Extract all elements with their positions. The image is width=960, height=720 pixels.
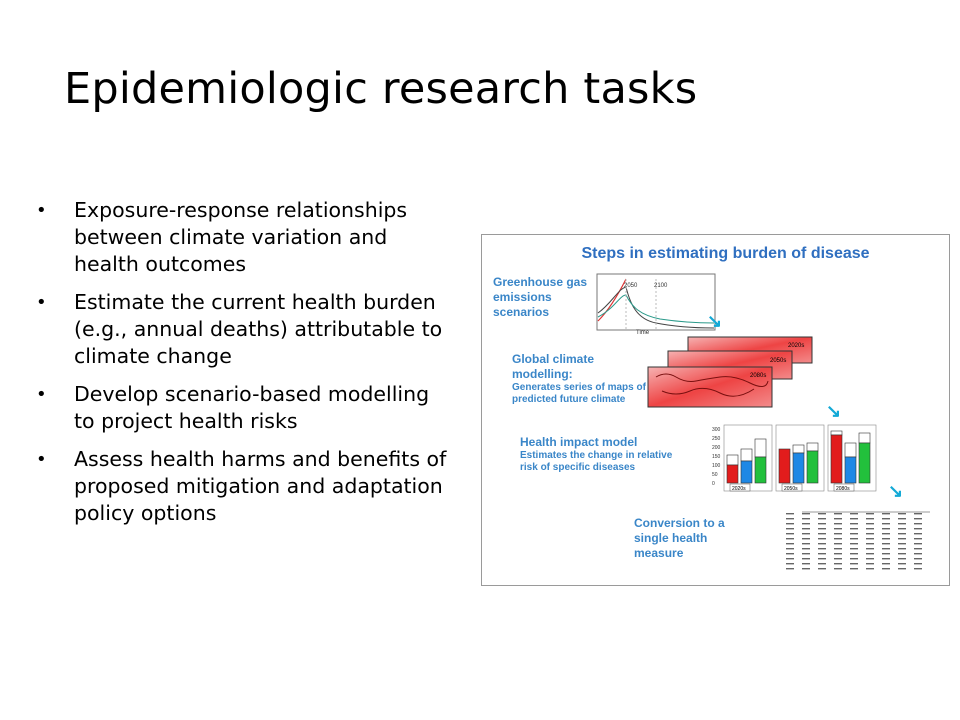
table-cell-mark	[786, 553, 794, 554]
table-cell-mark	[818, 513, 826, 514]
table-cell-mark	[818, 528, 826, 529]
bar-outline	[741, 449, 752, 461]
step-health-block	[520, 435, 690, 474]
flow-arrow-icon: ↘	[707, 311, 723, 331]
bullet-dot: •	[36, 384, 47, 405]
table-cell-mark	[914, 543, 922, 544]
step-climate-title: Global climate modelling:	[512, 352, 595, 381]
bar-fill	[779, 449, 790, 483]
table-cell-mark	[802, 568, 810, 569]
bar-outline	[859, 433, 870, 443]
table-cell-mark	[850, 548, 858, 549]
health-measure-table	[784, 509, 934, 575]
table-cell-mark	[866, 563, 874, 564]
bullet-text: Exposure-response relationships between climate variation and health outcomes	[74, 198, 408, 276]
table-cell-mark	[882, 568, 890, 569]
table-cell-mark	[786, 533, 794, 534]
table-cell-mark	[914, 563, 922, 564]
table-cell-mark	[882, 563, 890, 564]
table-cell-mark	[850, 513, 858, 514]
table-cell-mark	[882, 538, 890, 539]
table-cell-mark	[866, 533, 874, 534]
table-cell-mark	[850, 553, 858, 554]
bar-fill	[831, 435, 842, 483]
table-cell-mark	[834, 528, 842, 529]
table-cell-mark	[914, 518, 922, 519]
table-cell-mark	[818, 563, 826, 564]
table-cell-mark	[866, 568, 874, 569]
table-cell-mark	[802, 533, 810, 534]
bar-outline	[727, 455, 738, 465]
table-cell-mark	[866, 553, 874, 554]
bullet-text: Develop scenario-based modelling to project health risks	[74, 382, 430, 433]
table-cell-mark	[802, 528, 810, 529]
table-cell-mark	[850, 538, 858, 539]
table-cell-mark	[850, 523, 858, 524]
table-cell-mark	[898, 553, 906, 554]
table-cell-mark	[802, 548, 810, 549]
table-cell-mark	[834, 538, 842, 539]
table-cell-mark	[866, 543, 874, 544]
bar-axis-tick: 300	[712, 427, 721, 433]
table-cell-mark	[898, 528, 906, 529]
table-cell-mark	[802, 563, 810, 564]
table-cell-mark	[834, 568, 842, 569]
table-cell-mark	[802, 543, 810, 544]
flow-arrow-icon: ↘	[826, 401, 842, 421]
table-cell-mark	[818, 553, 826, 554]
bullet-item	[36, 289, 456, 370]
bar-axis-tick: 0	[712, 481, 715, 487]
table-cell-mark	[834, 548, 842, 549]
bar-fill	[807, 451, 818, 483]
table-cell-mark	[898, 533, 906, 534]
table-cell-mark	[786, 568, 794, 569]
bullet-text: Assess health harms and benefits of proposed mitigation and adaptation policy options	[74, 447, 447, 525]
emissions-xlabel: Time	[636, 330, 650, 335]
table-cell-mark	[898, 538, 906, 539]
bar-fill	[727, 465, 738, 483]
table-cell-mark	[818, 518, 826, 519]
table-cell-mark	[898, 518, 906, 519]
table-cell-mark	[786, 513, 794, 514]
table-cell-mark	[818, 558, 826, 559]
bullet-dot: •	[36, 200, 47, 221]
table-cell-mark	[882, 533, 890, 534]
table-cell-mark	[818, 568, 826, 569]
table-cell-mark	[786, 543, 794, 544]
bar-fill	[859, 443, 870, 483]
table-cell-mark	[882, 523, 890, 524]
map-label-2050s: 2050s	[770, 358, 787, 364]
burden-of-disease-figure	[481, 234, 950, 586]
table-cell-mark	[802, 553, 810, 554]
bullet-text: Estimate the current health burden (e.g., annual deaths) attributable to climate change	[74, 290, 443, 368]
table-cell-mark	[786, 523, 794, 524]
table-cell-mark	[802, 523, 810, 524]
table-cell-mark	[850, 558, 858, 559]
table-cell-mark	[802, 558, 810, 559]
emissions-plot	[596, 273, 716, 335]
table-cell-mark	[898, 513, 906, 514]
bar-axis-tick: 250	[712, 436, 721, 442]
bullet-item	[36, 446, 456, 527]
table-cell-mark	[834, 518, 842, 519]
bullet-list	[36, 197, 456, 538]
bar-axis-tick: 50	[712, 472, 718, 478]
table-cell-mark	[882, 548, 890, 549]
table-cell-mark	[882, 543, 890, 544]
emissions-label-2100: 2100	[654, 283, 668, 289]
table-cell-mark	[834, 563, 842, 564]
table-cell-mark	[866, 528, 874, 529]
table-cell-mark	[850, 568, 858, 569]
table-cell-mark	[866, 513, 874, 514]
table-cell-mark	[914, 558, 922, 559]
table-cell-mark	[866, 518, 874, 519]
table-cell-mark	[882, 518, 890, 519]
table-cell-mark	[882, 558, 890, 559]
table-cell-mark	[914, 548, 922, 549]
climate-map-stack	[642, 335, 822, 411]
table-cell-mark	[818, 538, 826, 539]
table-cell-mark	[786, 538, 794, 539]
table-cell-mark	[786, 558, 794, 559]
step-climate-sub: Generates series of maps of predicted future climate	[512, 382, 646, 405]
table-cell-mark	[850, 528, 858, 529]
bar-outline	[755, 439, 766, 457]
table-cell-mark	[834, 543, 842, 544]
bar-panel-label: 2080s	[836, 486, 850, 492]
table-cell-mark	[818, 548, 826, 549]
table-cell-mark	[802, 518, 810, 519]
table-cell-mark	[850, 563, 858, 564]
table-cell-mark	[786, 563, 794, 564]
table-cell-mark	[898, 548, 906, 549]
bar-fill	[741, 461, 752, 483]
table-cell-mark	[866, 548, 874, 549]
table-cell-mark	[818, 543, 826, 544]
bar-fill	[755, 457, 766, 483]
table-cell-mark	[834, 553, 842, 554]
step-conversion-label: Conversion to a single health measure	[634, 516, 725, 560]
table-cell-mark	[914, 538, 922, 539]
emissions-label-2050: 2050	[624, 283, 638, 289]
table-cell-mark	[834, 513, 842, 514]
table-cell-mark	[898, 563, 906, 564]
bar-panel-label: 2020s	[732, 486, 746, 492]
table-cell-mark	[914, 533, 922, 534]
table-cell-mark	[882, 528, 890, 529]
table-cell-mark	[834, 533, 842, 534]
table-cell-mark	[866, 558, 874, 559]
table-cell-mark	[882, 513, 890, 514]
bar-axis-tick: 150	[712, 454, 721, 460]
bullet-item	[36, 381, 456, 435]
step-health-sub: Estimates the change in relative risk of specific diseases	[520, 450, 673, 473]
table-cell-mark	[914, 513, 922, 514]
table-cell-mark	[882, 553, 890, 554]
bar-axis-tick: 100	[712, 463, 721, 469]
step-health-title: Health impact model	[520, 435, 638, 449]
bullet-item	[36, 197, 456, 278]
table-cell-mark	[786, 548, 794, 549]
bar-outline	[831, 431, 842, 435]
health-impact-bars	[712, 423, 882, 497]
figure-title: Steps in estimating burden of disease	[581, 245, 870, 262]
bar-axis-tick: 200	[712, 445, 721, 451]
table-cell-mark	[786, 528, 794, 529]
table-cell-mark	[914, 568, 922, 569]
table-cell-mark	[898, 558, 906, 559]
table-cell-mark	[866, 523, 874, 524]
table-cell-mark	[914, 523, 922, 524]
table-cell-mark	[834, 558, 842, 559]
step-climate-block	[512, 352, 652, 406]
table-cell-mark	[914, 553, 922, 554]
table-cell-mark	[850, 543, 858, 544]
table-cell-mark	[818, 533, 826, 534]
table-cell-mark	[850, 533, 858, 534]
bar-outline	[807, 443, 818, 451]
table-cell-mark	[898, 523, 906, 524]
table-cell-mark	[818, 523, 826, 524]
bar-outline	[845, 443, 856, 457]
bar-outline	[793, 445, 804, 453]
bar-fill	[845, 457, 856, 483]
map-label-2020s: 2020s	[788, 343, 805, 349]
flow-arrow-icon: ↘	[888, 481, 904, 501]
table-cell-mark	[898, 568, 906, 569]
table-cell-mark	[866, 538, 874, 539]
table-cell-mark	[850, 518, 858, 519]
table-cell-mark	[898, 543, 906, 544]
map-label-2080s: 2080s	[750, 373, 767, 379]
bullet-dot: •	[36, 292, 47, 313]
bar-fill	[793, 453, 804, 483]
step-emissions-label: Greenhouse gas emissions scenarios	[493, 275, 588, 319]
table-cell-mark	[786, 518, 794, 519]
table-cell-mark	[802, 513, 810, 514]
bullet-dot: •	[36, 449, 47, 470]
table-cell-mark	[914, 528, 922, 529]
table-cell-mark	[802, 538, 810, 539]
slide-title: Epidemiologic research tasks	[64, 64, 698, 114]
table-cell-mark	[834, 523, 842, 524]
bar-panel-label: 2050s	[784, 486, 798, 492]
